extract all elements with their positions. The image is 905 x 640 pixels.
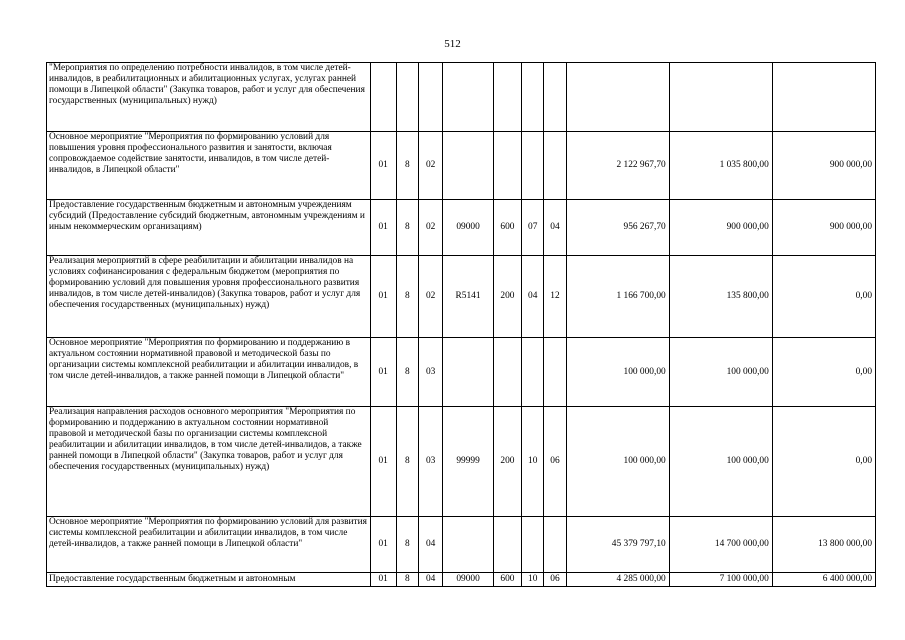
subprogram-code: 8 xyxy=(396,132,418,200)
amount-year-1: 45 379 797,10 xyxy=(566,517,669,573)
section-code: 10 xyxy=(522,407,544,517)
event-code: 02 xyxy=(419,132,443,200)
event-code: 04 xyxy=(419,517,443,573)
subsection-code xyxy=(544,132,566,200)
expense-type-code xyxy=(493,517,521,573)
amount-year-1: 100 000,00 xyxy=(566,338,669,407)
amount-year-3: 900 000,00 xyxy=(772,132,875,200)
subprogram-code: 8 xyxy=(396,338,418,407)
amount-year-1: 956 267,70 xyxy=(566,200,669,256)
direction-code xyxy=(443,517,494,573)
program-code: 01 xyxy=(370,407,396,517)
amount-year-3: 0,00 xyxy=(772,407,875,517)
direction-code: 09000 xyxy=(443,573,494,587)
row-description: Основное мероприятие "Мероприятия по формированию условий для развития системы комплексной реабилитации и абилитации инвалидов, в том числе детей-инвалидов, а также ранней помощи в Липецкой области" xyxy=(47,517,371,573)
amount-year-2: 7 100 000,00 xyxy=(669,573,772,587)
row-description: Основное мероприятие "Мероприятия по формированию и поддержанию в актуальном состоянии нормативной правовой и методической базы по организации системы комплексной реабилитации и абилитации инвалидов, в том числе детей-инвалидов, а также ранней помощи в Липецкой области" xyxy=(47,338,371,407)
direction-code: 99999 xyxy=(443,407,494,517)
expense-type-code: 200 xyxy=(493,407,521,517)
amount-year-3: 6 400 000,00 xyxy=(772,573,875,587)
amount-year-1: 100 000,00 xyxy=(566,407,669,517)
program-code xyxy=(370,63,396,132)
amount-year-1 xyxy=(566,63,669,132)
subprogram-code: 8 xyxy=(396,256,418,338)
expense-type-code: 600 xyxy=(493,573,521,587)
expense-type-code: 200 xyxy=(493,256,521,338)
section-code xyxy=(522,338,544,407)
amount-year-2: 135 800,00 xyxy=(669,256,772,338)
subsection-code xyxy=(544,517,566,573)
row-description: Предоставление государственным бюджетным и автономным учреждениям субсидий (Предоставление субсидий бюджетным, автономным учреждениям и иным некоммерческим организациям) xyxy=(47,200,371,256)
event-code: 03 xyxy=(419,407,443,517)
subsection-code: 06 xyxy=(544,573,566,587)
direction-code xyxy=(443,132,494,200)
event-code: 02 xyxy=(419,256,443,338)
amount-year-3: 900 000,00 xyxy=(772,200,875,256)
event-code: 04 xyxy=(419,573,443,587)
event-code xyxy=(419,63,443,132)
amount-year-3: 0,00 xyxy=(772,256,875,338)
expense-type-code xyxy=(493,132,521,200)
subprogram-code: 8 xyxy=(396,407,418,517)
program-code: 01 xyxy=(370,132,396,200)
row-description: Реализация мероприятий в сфере реабилитации и абилитации инвалидов на условиях софинансирования с федеральным бюджетом (мероприятия по формированию условий для повышения уровня профессионального развития инвалидов, в том числе детей-инвалидов) (Закупка товаров, работ и услуг для обеспечения государственных (муниципальных) нужд) xyxy=(47,256,371,338)
page-number: 512 xyxy=(444,38,461,50)
table-row xyxy=(47,63,876,132)
event-code: 02 xyxy=(419,200,443,256)
amount-year-1: 1 166 700,00 xyxy=(566,256,669,338)
amount-year-3 xyxy=(772,63,875,132)
amount-year-2: 100 000,00 xyxy=(669,338,772,407)
program-code: 01 xyxy=(370,200,396,256)
table-row xyxy=(47,256,876,338)
section-code: 10 xyxy=(522,573,544,587)
amount-year-2 xyxy=(669,63,772,132)
subsection-code xyxy=(544,338,566,407)
subprogram-code: 8 xyxy=(396,200,418,256)
direction-code: R5141 xyxy=(443,256,494,338)
amount-year-3: 0,00 xyxy=(772,338,875,407)
amount-year-3: 13 800 000,00 xyxy=(772,517,875,573)
amount-year-2: 100 000,00 xyxy=(669,407,772,517)
table-row xyxy=(47,132,876,200)
table-row xyxy=(47,407,876,517)
direction-code: 09000 xyxy=(443,200,494,256)
table-row xyxy=(47,338,876,407)
table-row xyxy=(47,200,876,256)
program-code: 01 xyxy=(370,338,396,407)
section-code: 07 xyxy=(522,200,544,256)
section-code: 04 xyxy=(522,256,544,338)
subsection-code xyxy=(544,63,566,132)
subprogram-code: 8 xyxy=(396,517,418,573)
event-code: 03 xyxy=(419,338,443,407)
program-code: 01 xyxy=(370,573,396,587)
row-description: Основное мероприятие "Мероприятия по формированию условий для повышения уровня профессионального развития и занятости, включая сопровождаемое содействие занятости, инвалидов, в том числе детей-инвалидов, в Липецкой области" xyxy=(47,132,371,200)
amount-year-1: 4 285 000,00 xyxy=(566,573,669,587)
expense-type-code xyxy=(493,63,521,132)
expense-type-code: 600 xyxy=(493,200,521,256)
expense-type-code xyxy=(493,338,521,407)
row-description: "Мероприятия по определению потребности инвалидов, в том числе детей-инвалидов, в реабилитационных и абилитационных услугах, услугах ранней помощи в Липецкой области" (Закупка товаров, работ и услуг для обеспечения государственных (муниципальных) нужд) xyxy=(47,63,371,132)
direction-code xyxy=(443,338,494,407)
section-code xyxy=(522,132,544,200)
subprogram-code xyxy=(396,63,418,132)
amount-year-1: 2 122 967,70 xyxy=(566,132,669,200)
section-code xyxy=(522,517,544,573)
amount-year-2: 1 035 800,00 xyxy=(669,132,772,200)
row-description: Предоставление государственным бюджетным и автономным xyxy=(47,573,371,587)
subprogram-code: 8 xyxy=(396,573,418,587)
program-code: 01 xyxy=(370,256,396,338)
subsection-code: 04 xyxy=(544,200,566,256)
row-description: Реализация направления расходов основного мероприятия "Мероприятия по формированию и поддержанию в актуальном состоянии нормативной правовой и методической базы по организации системы комплексной реабилитации и абилитации инвалидов, в том числе детей-инвалидов, а также ранней помощи в Липецкой области" (Закупка товаров, работ и услуг для обеспечения государственных (муниципальных) нужд) xyxy=(47,407,371,517)
section-code xyxy=(522,63,544,132)
subsection-code: 12 xyxy=(544,256,566,338)
direction-code xyxy=(443,63,494,132)
budget-table xyxy=(46,62,876,587)
amount-year-2: 900 000,00 xyxy=(669,200,772,256)
table-row xyxy=(47,573,876,587)
table-row xyxy=(47,517,876,573)
program-code: 01 xyxy=(370,517,396,573)
subsection-code: 06 xyxy=(544,407,566,517)
amount-year-2: 14 700 000,00 xyxy=(669,517,772,573)
